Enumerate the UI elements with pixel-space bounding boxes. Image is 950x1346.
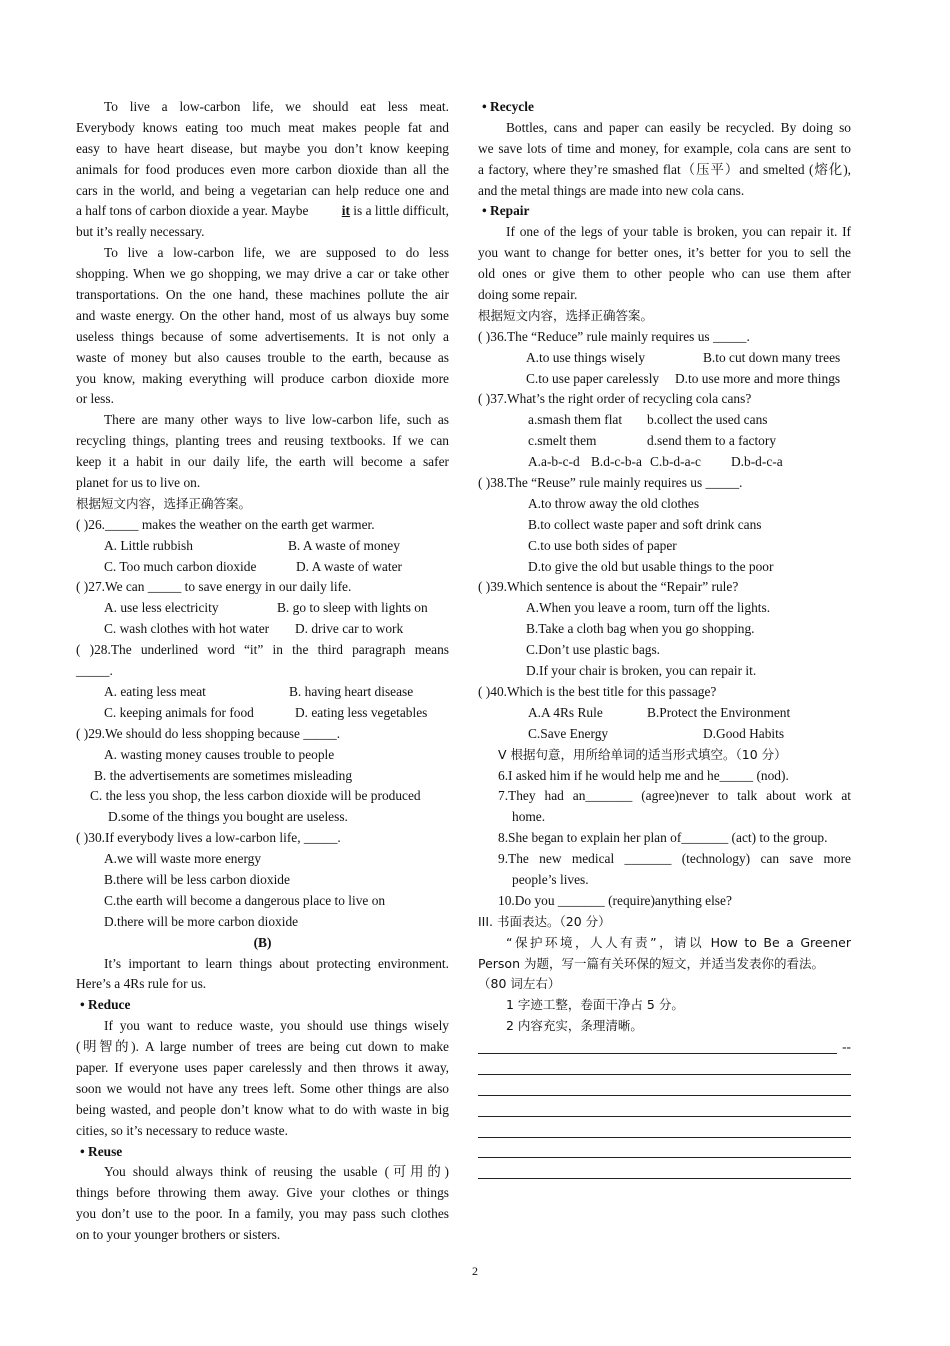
writing-line[interactable] [478, 1037, 851, 1058]
option[interactable]: B. A waste of money [288, 537, 400, 553]
step: c.smelt them [528, 433, 597, 449]
reuse-heading: • Reuse [80, 1143, 123, 1159]
reduce-line: being wasted, and people don’t know what to do with waste in big [76, 1101, 449, 1117]
option[interactable]: D.If your chair is broken, you can repair it. [526, 663, 757, 679]
option[interactable]: C.to use paper carelessly [526, 370, 660, 386]
passage-a-p3-line: planet for us to live on. [76, 475, 201, 491]
option[interactable]: A. use less electricity [104, 600, 219, 616]
passage-a-p1-line: To live a low-carbon life, we should eat less meat. [104, 99, 449, 114]
reduce-heading: • Reduce [80, 997, 131, 1013]
dash-tail: -- [842, 1039, 851, 1055]
writing-line[interactable] [478, 1162, 851, 1183]
recycle-line: a factory, where they’re smashed flat（压平）and smelted (熔化), [478, 161, 851, 177]
writing-prompt-line: （80 词左右） [478, 976, 561, 992]
repair-heading: • Repair [482, 203, 530, 219]
passage-a-p2-line: and waste energy. On the other hand, most of us always buy some [76, 307, 449, 323]
fill-item: 8.She began to explain her plan of_______ (act) to the group. [498, 830, 828, 846]
option[interactable]: D.to give the old but usable things to the poor [528, 558, 774, 574]
question-27: ( )27.We can _____ to save energy in our daily life. [76, 579, 352, 595]
option[interactable]: C.the earth will become a dangerous place to live on [104, 892, 386, 908]
reuse-line: you don’t use to the poor. In a family, you may pass such clothes [76, 1206, 449, 1222]
option[interactable]: B.to collect waste paper and soft drink cans [528, 516, 762, 532]
question-26-options [76, 536, 449, 557]
option[interactable]: D. drive car to work [295, 621, 404, 637]
passage-b-intro-line: Here’s a 4Rs rule for us. [76, 976, 207, 992]
page-number: 2 [472, 1264, 478, 1278]
option[interactable]: A. wasting money causes trouble to people [104, 746, 335, 762]
option[interactable]: C.Don’t use plastic bags. [526, 642, 661, 658]
right-column [478, 97, 851, 1183]
writing-line[interactable] [478, 1058, 851, 1079]
fill-item-cont: home. [512, 809, 546, 825]
question-36-options [478, 348, 851, 369]
recycle-heading: • Recycle [482, 99, 534, 114]
reduce-line: If you want to reduce waste, you should use things wisely [104, 1018, 449, 1034]
step: b.collect the used cans [647, 412, 768, 428]
passage-a-p1-line: Everybody knows eating too much meat makes people fat and [76, 119, 449, 135]
option[interactable]: B.there will be less carbon dioxide [104, 871, 290, 887]
question-38: ( )38.The “Reuse” rule mainly requires us _____. [478, 475, 743, 491]
writing-line[interactable] [478, 1121, 851, 1142]
question-40-options [478, 724, 851, 745]
instruction-b: 根据短文内容，选择正确答案。 [478, 307, 654, 323]
step: a.smash them flat [528, 412, 623, 428]
question-37-steps [478, 410, 851, 431]
repair-line: doing some repair. [478, 287, 578, 303]
question-36: ( )36.The “Reduce” rule mainly requires us _____. [478, 328, 750, 344]
option[interactable]: B. go to sleep with lights on [277, 600, 428, 616]
question-36-options [478, 369, 851, 390]
passage-a-p2-line: waste of money but also causes trouble to the earth, because as [76, 349, 449, 365]
repair-line: you want to change for better ones, it’s better for you to sell the [478, 245, 851, 261]
reuse-line: You should always think of reusing the usable (可用的) [104, 1164, 449, 1180]
question-28-options [76, 682, 449, 703]
passage-a-p1-line: cars in the world, and being a vegetarian can help reduce one and [76, 182, 449, 198]
fill-item: 7.They had an_______ (agree)never to talk about work at [498, 788, 851, 804]
option[interactable]: D.there will be more carbon dioxide [104, 913, 299, 929]
option[interactable]: C. the less you shop, the less carbon dioxide will be produced [90, 788, 421, 804]
option[interactable]: A.to throw away the old clothes [528, 495, 700, 511]
fill-item: 6.I asked him if he would help me and he_____ (nod). [498, 767, 789, 783]
option[interactable]: D.to use more and more things [675, 370, 841, 386]
question-28: ( )28.The underlined word “it” in the third paragraph means [76, 642, 449, 658]
option[interactable]: B.to cut down many trees [703, 349, 841, 365]
writing-rule: 2 内容充实，条理清晰。 [506, 1018, 643, 1034]
option[interactable]: D. A waste of water [296, 558, 402, 574]
option[interactable]: C.b-d-a-c [650, 454, 701, 470]
passage-a-p1-line: but it’s really necessary. [76, 224, 205, 240]
reduce-line: soon we would not have any trees left. Some other things are also [76, 1080, 449, 1096]
reduce-line: paper. If everyone uses paper carelessly and then throws it away, [76, 1059, 449, 1075]
option[interactable]: D.some of the things you bought are useless. [108, 809, 348, 825]
option[interactable]: B.Take a cloth bag when you go shopping. [526, 621, 755, 637]
option[interactable]: D. eating less vegetables [295, 704, 428, 720]
option[interactable]: A.to use things wisely [526, 349, 646, 365]
option[interactable]: A.When you leave a room, turn off the lights. [526, 600, 771, 616]
option[interactable]: B.d-c-b-a [591, 454, 642, 470]
repair-line: old ones or give them to other people who can use them after [478, 266, 851, 282]
option[interactable]: C. wash clothes with hot water [104, 621, 270, 637]
fill-item: 10.Do you _______ (require)anything else? [498, 892, 732, 908]
step: d.send them to a factory [647, 433, 777, 449]
question-37-steps [478, 431, 851, 452]
question-40: ( )40.Which is the best title for this passage? [478, 683, 717, 699]
option[interactable]: D.b-d-c-a [731, 454, 783, 470]
repair-line: If one of the legs of your table is broken, you can repair it. If [506, 224, 851, 240]
option[interactable]: A. eating less meat [104, 683, 206, 699]
question-28-cont: _____. [76, 663, 113, 679]
option[interactable]: A.A 4Rs Rule [528, 704, 603, 720]
recycle-line: and the metal things are made into new cola cans. [478, 182, 745, 198]
passage-a-p2-line: or less. [76, 391, 114, 407]
option[interactable]: A. Little rubbish [104, 537, 193, 553]
passage-a-p1-line-underlined: a half tons of carbon dioxide a year. Maybe it is a little difficult, [76, 203, 449, 219]
passage-a-p3-line: recycling things, planting trees and reusing textbooks. If we can [76, 433, 449, 449]
passage-a-p2-line: you know, making everything will produce carbon dioxide more [76, 370, 449, 386]
reduce-line: cities, so it’s necessary to reduce waste. [76, 1122, 288, 1138]
instruction-a: 根据短文内容，选择正确答案。 [76, 495, 252, 511]
section-iii-heading: III. 书面表达。（20 分） [478, 913, 611, 929]
passage-b-intro-line: It’s important to learn things about protecting environment. [104, 955, 449, 971]
writing-line[interactable] [478, 1142, 851, 1163]
reuse-line: on to your younger brothers or sisters. [76, 1227, 281, 1243]
passage-a-p3-line: keep it a habit in our daily life, the earth will become a safer [76, 454, 449, 470]
writing-line[interactable] [478, 1100, 851, 1121]
option[interactable]: B. the advertisements are sometimes misleading [94, 767, 353, 783]
passage-a-p1-line: easy to have heart disease, but maybe you don’t know keeping [76, 140, 449, 156]
question-27-options [76, 619, 449, 640]
reduce-line: (明智的). A large number of trees are being cut down to make [76, 1039, 449, 1055]
passage-a-p1-line: animals for food produces even more carbon dioxide than all the [76, 161, 449, 177]
question-40-options [478, 703, 851, 724]
writing-rule: 1 字迹工整，卷面干净占 5 分。 [506, 997, 684, 1013]
section-v-heading: V 根据句意，用所给单词的适当形式填空。（10 分） [498, 746, 787, 762]
question-26: ( )26._____ makes the weather on the earth get warmer. [76, 516, 375, 532]
option[interactable]: D.Good Habits [703, 725, 785, 741]
fill-item: 9.The new medical _______ (technology) can save more [498, 851, 851, 867]
question-27-options [76, 598, 449, 619]
option[interactable]: A.a-b-c-d [528, 454, 580, 470]
writing-line[interactable] [478, 1079, 851, 1100]
fill-item-cont: people’s lives. [512, 871, 589, 887]
recycle-line: Bottles, cans and paper can easily be recycled. By doing so [506, 119, 851, 135]
passage-a-p2-line: useless things because of some advertisements. It is not only a [76, 328, 449, 344]
writing-prompt-line: Person 为题，写一篇有关环保的短文，并适当发表你的看法。 [478, 955, 824, 971]
question-28-options [76, 703, 449, 724]
option[interactable]: A.we will waste more energy [104, 851, 262, 867]
reuse-line: things before throwing them away. Give your clothes or things [76, 1185, 449, 1201]
passage-a-p2-line: transportations. On the one hand, these machines pollute the air [76, 287, 449, 303]
option[interactable]: B.Protect the Environment [647, 704, 791, 720]
underlined-word-it: it [341, 203, 350, 219]
passage-a-p3-line: There are many other ways to live low-carbon life, such as [104, 412, 449, 428]
section-b-heading: (B) [253, 934, 272, 950]
option[interactable]: C. keeping animals for food [104, 704, 254, 720]
passage-a-p2-line: shopping. When we go shopping, we may drive a car or take other [76, 266, 449, 282]
question-29: ( )29.We should do less shopping because _____. [76, 725, 341, 741]
option[interactable]: C.to use both sides of paper [528, 537, 677, 553]
recycle-line: we save lots of time and money, for example, cola cans are sent to [478, 140, 851, 156]
question-26-options [76, 557, 449, 578]
option[interactable]: C. Too much carbon dioxide [104, 558, 257, 574]
left-column [76, 97, 449, 1246]
question-30: ( )30.If everybody lives a low-carbon life, _____. [76, 830, 341, 846]
writing-prompt-line: “保护环境，人人有责”，请以 How to Be a Greener [506, 934, 851, 950]
option[interactable]: B. having heart disease [289, 683, 414, 699]
question-37: ( )37.What’s the right order of recycling cola cans? [478, 391, 752, 407]
option[interactable]: C.Save Energy [528, 725, 609, 741]
passage-a-p2-line: To live a low-carbon life, we are supposed to do less [104, 245, 449, 261]
question-39: ( )39.Which sentence is about the “Repair” rule? [478, 579, 739, 595]
question-37-options [478, 452, 851, 473]
